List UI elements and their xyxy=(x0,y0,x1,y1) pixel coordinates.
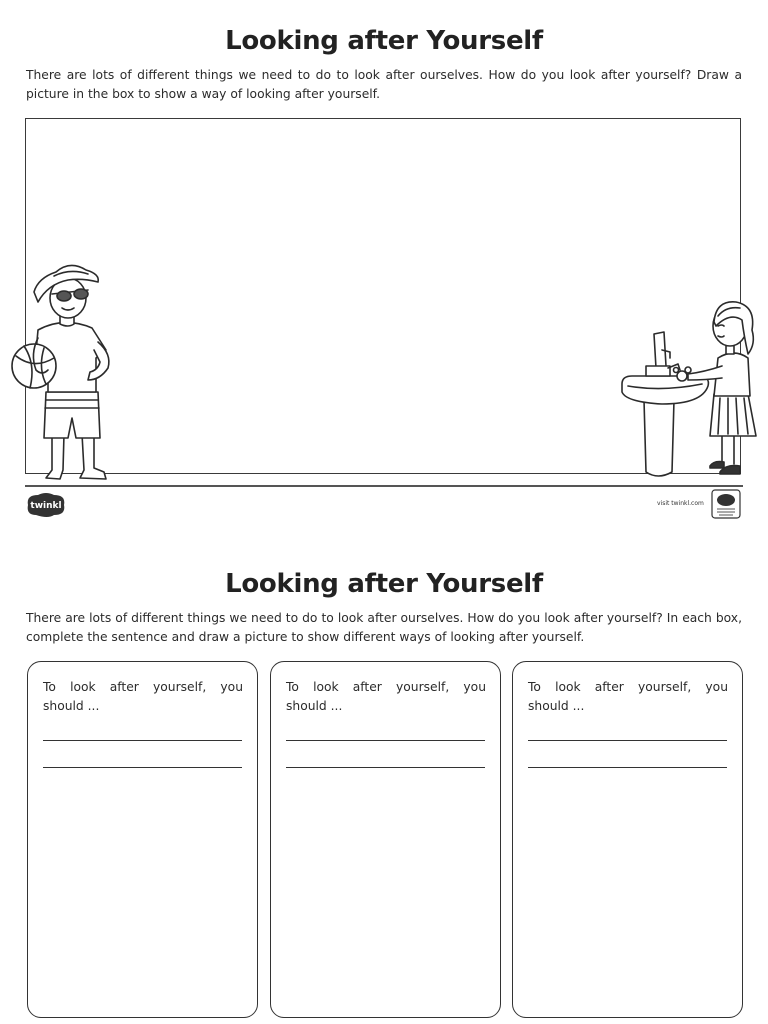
twinkl-logo-text: twinkl xyxy=(30,501,62,511)
writing-card-3[interactable] xyxy=(512,661,743,1018)
page-title-2: Looking after Yourself xyxy=(225,569,543,599)
ground-line xyxy=(25,485,743,487)
instructions-text: There are lots of different things we need to do to look after ourselves. How do you look after yourself? Draw a picture in the box to show a way of looking after yourself. xyxy=(26,68,742,101)
twinkl-logo-icon xyxy=(24,491,68,519)
writing-line[interactable] xyxy=(286,767,485,768)
writing-line[interactable] xyxy=(43,767,242,768)
writing-card-2[interactable] xyxy=(270,661,501,1018)
girl-washing-hands-icon xyxy=(618,296,760,482)
boy-with-beach-ball-icon xyxy=(8,258,118,484)
writing-line[interactable] xyxy=(286,740,485,741)
visit-link[interactable]: visit twinkl.com xyxy=(657,500,704,507)
writing-line[interactable] xyxy=(43,740,242,741)
card-prompt: To look after yourself, you should ... xyxy=(43,680,243,713)
card-prompt: To look after yourself, you should ... xyxy=(528,680,728,713)
writing-card-1[interactable] xyxy=(27,661,258,1018)
quality-standard-badge-icon xyxy=(711,489,741,519)
writing-line[interactable] xyxy=(528,740,727,741)
instructions-text-2: There are lots of different things we need to do to look after ourselves. How do you look after yourself? In each box, complete the sentence and draw a picture to show different ways of looking after yourself. xyxy=(26,611,742,644)
writing-line[interactable] xyxy=(528,767,727,768)
card-prompt: To look after yourself, you should ... xyxy=(286,680,486,713)
page-title: Looking after Yourself xyxy=(225,26,543,56)
